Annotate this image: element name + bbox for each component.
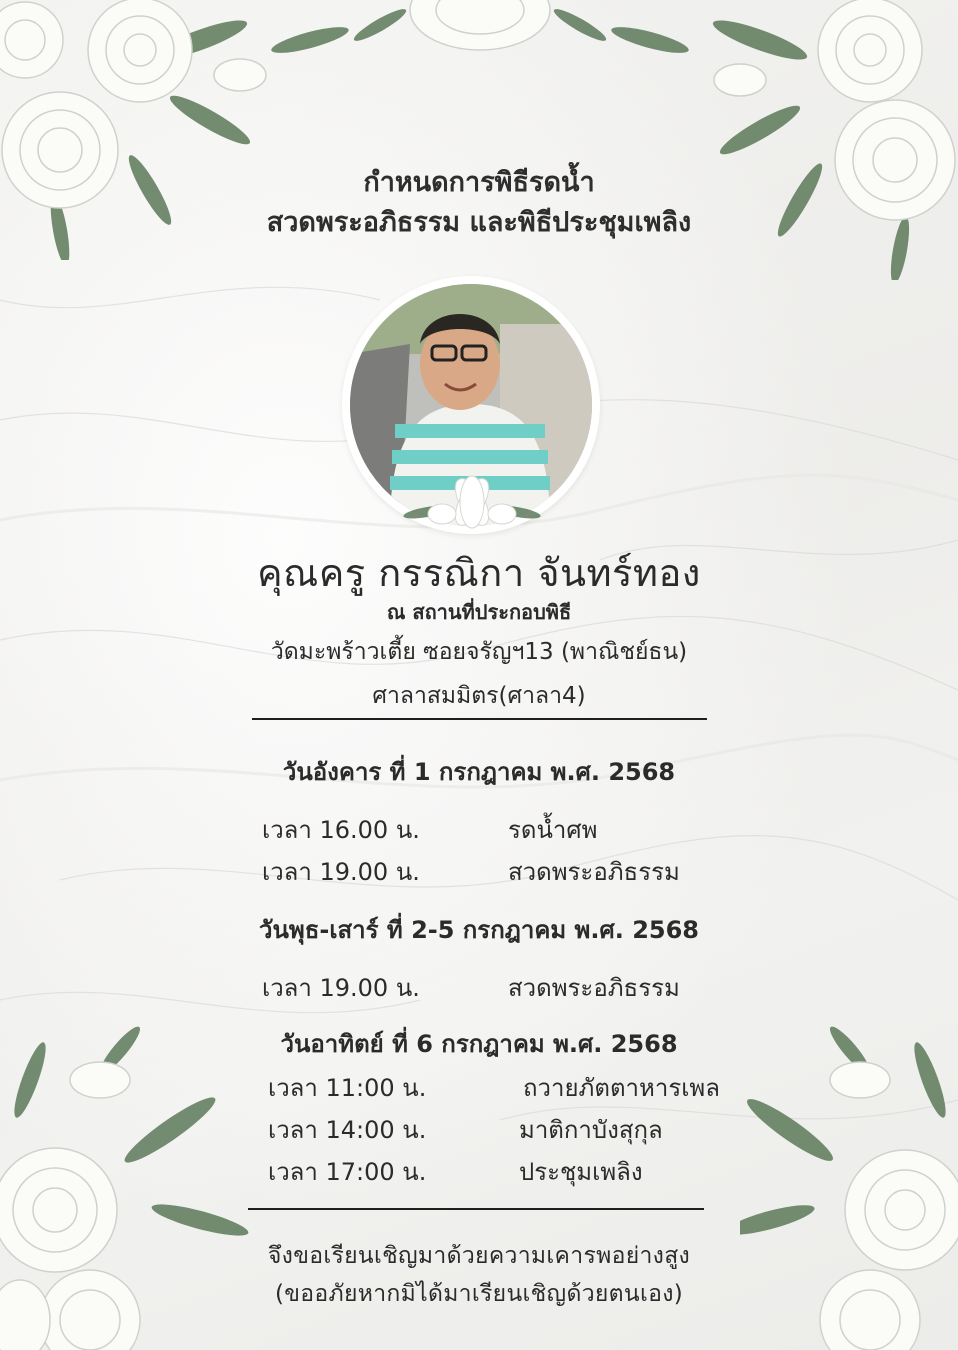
schedule-time: เวลา 14:00 น. [268, 1116, 427, 1144]
venue-label: ณ สถานที่ประกอบพิธี [386, 600, 572, 624]
schedule-day-1: วันอังคาร ที่ 1 กรกฎาคม พ.ศ. 2568 [282, 758, 676, 786]
schedule-time: เวลา 17:00 น. [268, 1158, 427, 1186]
schedule-time: เวลา 19.00 น. [262, 858, 420, 886]
divider-bottom [248, 1208, 704, 1210]
schedule-day-2: วันพุธ-เสาร์ ที่ 2-5 กรกฎาคม พ.ศ. 2568 [259, 916, 699, 944]
schedule-event: รดน้ำศพ [508, 816, 598, 844]
schedule-time: เวลา 11:00 น. [268, 1074, 427, 1102]
schedule-event: สวดพระอภิธรรม [508, 858, 680, 886]
white-lily-icon [402, 472, 542, 532]
title-line-1: กำหนดการพิธีรดน้ำ [363, 167, 595, 198]
closing-line-2: (ขออภัยหากมิได้มาเรียนเชิญด้วยตนเอง) [274, 1281, 684, 1307]
schedule-day-3: วันอาทิตย์ ที่ 6 กรกฎาคม พ.ศ. 2568 [280, 1030, 678, 1058]
divider-top [252, 718, 707, 720]
closing-line-1: จึงขอเรียนเชิญมาด้วยความเคารพอย่างสูง [267, 1243, 691, 1269]
temple-address: วัดมะพร้าวเตี้ย ซอยจรัญฯ13 (พาณิชย์ธน) [270, 639, 688, 665]
deceased-name: คุณครู กรรณิกา จันทร์ทอง [257, 551, 701, 595]
schedule-event: ถวายภัตตาหารเพล [523, 1074, 720, 1102]
hall-name: ศาลาสมมิตร(ศาลา4) [372, 683, 586, 709]
title-line-2: สวดพระอภิธรรม และพิธีประชุมเพลิง [266, 207, 692, 238]
schedule-event: มาติกาบังสุกุล [519, 1116, 663, 1144]
portrait-frame [342, 276, 600, 534]
white-rose-bouquet-icon [260, 0, 700, 80]
schedule-time: เวลา 16.00 น. [262, 816, 420, 844]
schedule-event: ประชุมเพลิง [519, 1158, 643, 1186]
schedule-event: สวดพระอภิธรรม [508, 974, 680, 1002]
schedule-time: เวลา 19.00 น. [262, 974, 420, 1002]
